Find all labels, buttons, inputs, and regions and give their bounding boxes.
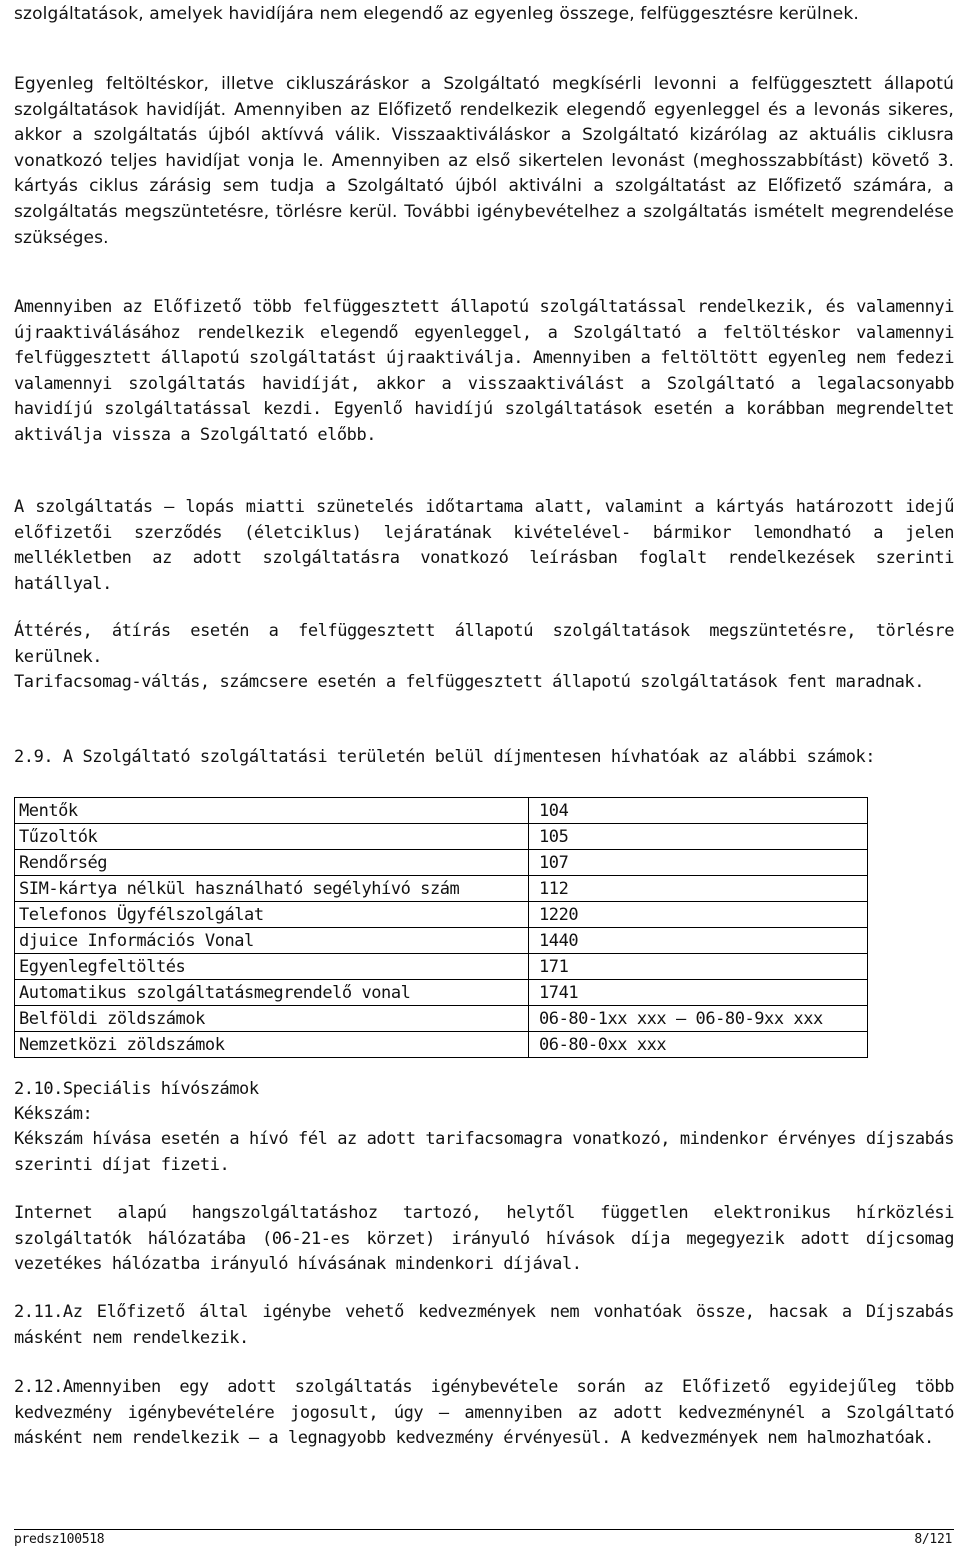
table-row: [15, 1006, 868, 1032]
table-row: [15, 954, 868, 980]
kekszam-label: Kékszám:: [14, 1104, 93, 1124]
service-name-cell: Automatikus szolgáltatásmegrendelő vonal: [15, 980, 529, 1006]
phone-number-cell: 104: [529, 798, 868, 824]
section-2-10-heading: 2.10.Speciális hívószámok: [14, 1079, 259, 1099]
phone-number-cell: 105: [529, 824, 868, 850]
service-name-cell: Mentők: [15, 798, 529, 824]
paragraph-transfer: Áttérés, átírás esetén a felfüggesztett állapotú szolgáltatások megszüntetésre, törlésre kerülnek.: [14, 621, 954, 667]
service-name-cell: Telefonos Ügyfélszolgálat: [15, 902, 529, 928]
paragraph-multiple-services: Amennyiben az Előfizető több felfüggesztett állapotú szolgáltatással rendelkezik, és valamennyi újraaktiválásához rendelkezik elegendő egyenleggel, a Szolgáltató a feltöltéskor valamennyi felfüggesztett állapotú szolgáltatást újraaktiválja. Amennyiben a feltöltött egyenleg nem fedezi valamennyi szolgáltatás havidíját, akkor a visszaaktiválást a Szolgáltató a legalacsonyabb havidíjú szolgáltatással kezdi. Egyenlő havidíjú szolgáltatások esetén a korábban megrendeltet aktiválja vissza a Szolgáltató előbb.: [14, 297, 954, 445]
paragraph-tariff-change: Tarifacsomag-váltás, számcsere esetén a felfüggesztett állapotú szolgáltatások fent maradnak.: [14, 672, 924, 692]
phone-number-cell: 112: [529, 876, 868, 902]
table-row: [15, 876, 868, 902]
phone-number-cell: 171: [529, 954, 868, 980]
service-name-cell: djuice Információs Vonal: [15, 928, 529, 954]
service-name-cell: Nemzetközi zöldszámok: [15, 1032, 529, 1058]
free-numbers-table: [14, 797, 868, 1058]
footer-divider: [14, 1529, 954, 1530]
table-row: [15, 850, 868, 876]
phone-number-cell: 06-80-1xx xxx — 06-80-9xx xxx: [529, 1006, 868, 1032]
phone-number-cell: 1741: [529, 980, 868, 1006]
service-name-cell: Rendőrség: [15, 850, 529, 876]
phone-number-cell: 1440: [529, 928, 868, 954]
table-row: [15, 980, 868, 1006]
table-row: [15, 798, 868, 824]
paragraph-kekszam: Kékszám hívása esetén a hívó fél az adott tarifacsomagra vonatkozó, mindenkor érvényes díjszabás szerinti díjat fizeti.: [14, 1129, 954, 1175]
paragraph-internet-voice: Internet alapú hangszolgáltatáshoz tartozó, helytől független elektronikus hírközlési szolgáltatók hálózatába (06-21-es körzet) irányuló hívások díja megegyezik adott díjcsomag vezetékes hálózatba irányuló hívásának mindenkori díjával.: [14, 1203, 954, 1275]
service-name-cell: SIM-kártya nélkül használható segélyhívó szám: [15, 876, 529, 902]
footer-page-number: 8/121: [914, 1532, 952, 1547]
section-2-11: 2.11.Az Előfizető által igénybe vehető kedvezmények nem vonhatóak össze, hacsak a Díjszabás másként nem rendelkezik.: [14, 1302, 954, 1348]
phone-number-cell: 06-80-0xx xxx: [529, 1032, 868, 1058]
table-row: [15, 928, 868, 954]
paragraph-suspension-intro: szolgáltatások, amelyek havidíjára nem elegendő az egyenleg összege, felfüggesztésre kerülnek.: [14, 4, 859, 24]
table-row: [15, 824, 868, 850]
service-name-cell: Egyenlegfeltöltés: [15, 954, 529, 980]
paragraph-cancellation: A szolgáltatás — lopás miatti szünetelés időtartama alatt, valamint a kártyás határozott idejű előfizetői szerződés (életciklus) lejáratának kivételével- bármikor lemondható a jelen mellékletben az adott szolgáltatásra vonatkozó leírásban foglalt rendelkezések szerinti hatállyal.: [14, 497, 954, 594]
table-row: [15, 1032, 868, 1058]
phone-number-cell: 107: [529, 850, 868, 876]
service-name-cell: Tűzoltók: [15, 824, 529, 850]
footer-doc-id: predsz100518: [14, 1532, 105, 1547]
paragraph-reactivation: Egyenleg feltöltéskor, illetve cikluszáráskor a Szolgáltató megkísérli levonni a felfüggesztett állapotú szolgáltatások havidíját. Amennyiben az Előfizető rendelkezik elegendő egyenleggel és a levonás sikeres, akkor a szolgáltatás újból aktívvá válik. Visszaaktiváláskor a Szolgáltató kizárólag az aktuális ciklusra vonatkozó teljes havidíjat vonja le. Amennyiben az első sikertelen levonást (meghosszabbítást) követő 3. kártyás ciklus zárásig sem tudja a Szolgáltató újból aktiválni a szolgáltatást az Előfizető számára, a szolgáltatás megszüntetésre, törlésre kerül. További igénybevételhez a szolgáltatás ismételt megrendelése szükséges.: [14, 74, 954, 248]
section-2-12: 2.12.Amennyiben egy adott szolgáltatás igénybevétele során az Előfizető egyidejűleg több kedvezmény igénybevételére jogosult, úgy — amennyiben az adott kedvezménynél a Szolgáltató másként nem rendelkezik — a legnagyobb kedvezmény érvényesül. A kedvezmények nem halmozhatóak.: [14, 1377, 954, 1449]
table-row: [15, 902, 868, 928]
phone-number-cell: 1220: [529, 902, 868, 928]
section-2-9-heading: 2.9. A Szolgáltató szolgáltatási területén belül díjmentesen hívhatóak az alábbi számok:: [14, 747, 876, 767]
service-name-cell: Belföldi zöldszámok: [15, 1006, 529, 1032]
